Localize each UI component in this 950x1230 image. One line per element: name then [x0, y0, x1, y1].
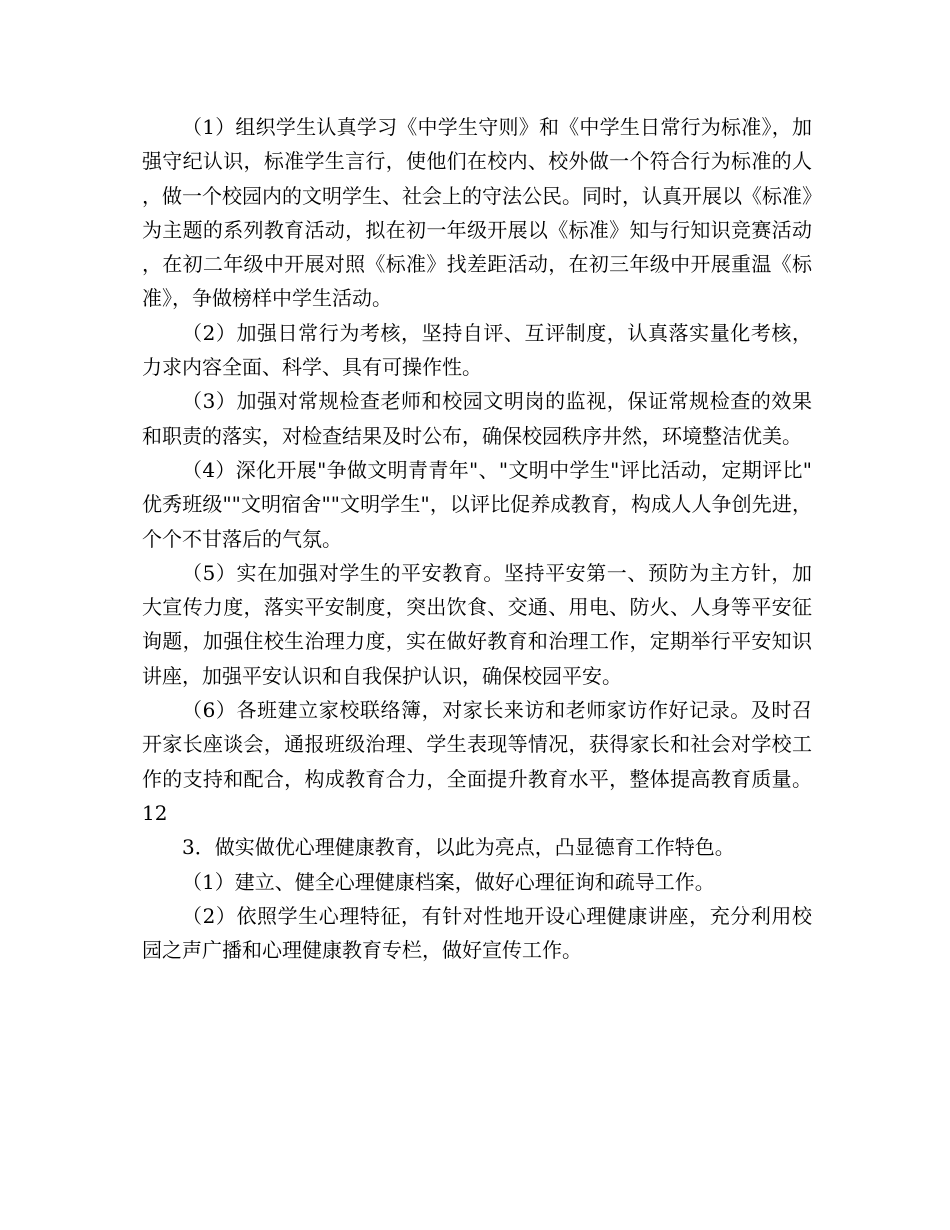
section-heading-3: 3．做实做优心理健康教育，以此为亮点，凸显德育工作特色。	[182, 835, 735, 860]
paragraph-item-5: （5）实在加强对学生的平安教育。坚持平安第一、预防为主方针，加大宣传力度，落实平安制度，突出饮食、交通、用电、防火、人身等平安征询题，加强住校生治理力度，实在做好教育和治理工作，定期举行平安知识讲座，加强平安认识和自我保护认识，确保校园平安。	[142, 560, 812, 688]
paragraph-item-4: （4）深化开展"争做文明青青年"、"文明中学生"评比活动，定期评比"优秀班级""文明宿舍""文明学生"，以评比促养成教育，构成人人争创先进，个个不甘落后的气氛。	[142, 457, 812, 551]
paragraph-item-3: （3）加强对常规检查老师和校园文明岗的监视，保证常规检查的效果和职责的落实，对检查结果及时公布，确保校园秩序井然，环境整洁优美。	[142, 389, 812, 448]
paragraph-item-6: （6）各班建立家校联络簿，对家长来访和老师家访作好记录。及时召开家长座谈会，通报班级治理、学生表现等情况，获得家长和社会对学校工作的支持和配合，构成教育合力，全面提升教育水平，整体提高教育质量。12	[142, 698, 812, 825]
document-body	[142, 110, 812, 967]
paragraph-item-1: （1）组织学生认真学习《中学生守则》和《中学生日常行为标准》，加强守纪认识，标准学生言行，使他们在校内、校外做一个符合行为标准的人，做一个校园内的文明学生、社会上的守法公民。同时，认真开展以《标准》为主题的系列教育活动，拟在初一年级开展以《标准》知与行知识竞赛活动，在初二年级中开展对照《标准》找差距活动，在初三年级中开展重温《标准》，争做榜样中学生活动。	[142, 115, 812, 311]
paragraph-item-2: （2）加强日常行为考核，坚持自评、互评制度，认真落实量化考核，力求内容全面、科学、具有可操作性。	[142, 320, 812, 380]
paragraph-item-7: （1）建立、健全心理健康档案，做好心理征询和疏导工作。	[182, 869, 715, 894]
paragraph-item-8: （2）依照学生心理特征，有针对性地开设心理健康讲座，充分利用校园之声广播和心理健康教育专栏，做好宣传工作。	[142, 903, 812, 963]
